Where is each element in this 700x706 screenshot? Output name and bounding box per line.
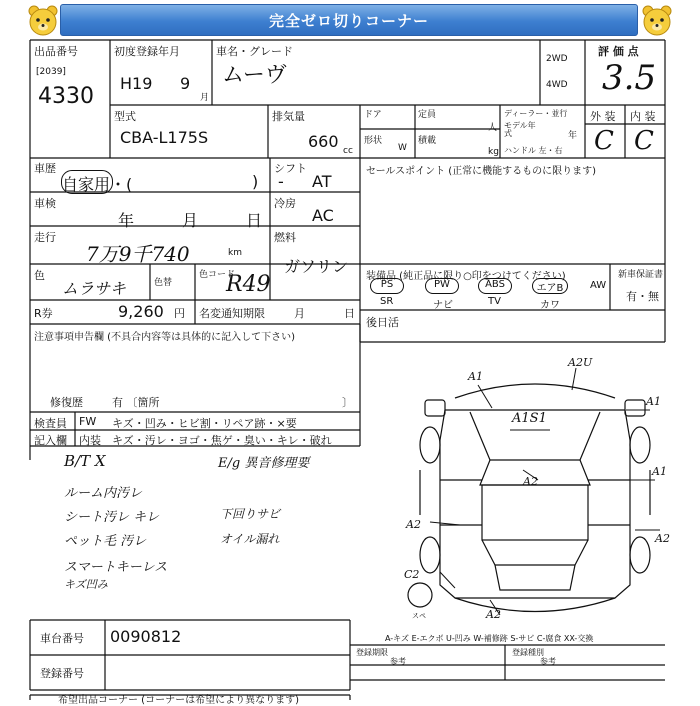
drive-2wd: 2WD <box>546 54 568 64</box>
capacity-unit: 人 <box>488 123 498 133</box>
load-label: 積載 <box>418 136 437 146</box>
damage-mark: A2U <box>568 356 593 369</box>
shape-value: W <box>398 143 407 153</box>
door-label: ドア <box>364 110 382 120</box>
ac-label: 冷房 <box>274 197 296 210</box>
ac-value: AC <box>312 206 334 225</box>
equip-airbag: エアB <box>532 278 568 294</box>
score-value: 3.5 <box>602 58 657 98</box>
fw-label: FW <box>79 415 97 428</box>
inspector-label: 検査員 <box>34 417 67 430</box>
mileage-unit: km <box>228 248 242 258</box>
model-value: CBA-L175S <box>120 128 209 147</box>
chassis-value: 0090812 <box>110 627 182 646</box>
sales-point-label: セールスポイント (正常に機能するものに限ります) <box>366 166 597 177</box>
inspection-row-2: キズ・汚レ・ヨゴ・焦ゲ・臭い・キレ・破れ <box>112 434 332 447</box>
chassis-label: 車台番号 <box>40 632 84 645</box>
damage-legend: A-キズ E-エクボ U-凹み W-補修跡 S-サビ C-腐食 XX-交換 <box>385 634 594 643</box>
drive-4wd: 4WD <box>546 80 568 90</box>
mileage-label: 走行 <box>34 231 56 244</box>
spare-tire-note: スペ <box>412 612 426 620</box>
remark-item: ルーム内汚レ <box>64 486 143 501</box>
recolor-label: 色替 <box>154 278 173 288</box>
color-code-value: R49 <box>226 272 271 297</box>
lot-sub-code: [2039] <box>36 67 66 77</box>
color-label: 色 <box>34 269 45 282</box>
equip-navi: ナビ <box>433 300 453 311</box>
address-month: 月 <box>294 307 305 320</box>
exterior-grade: C <box>594 126 614 156</box>
fuel-label: 燃料 <box>274 231 296 244</box>
interior-grade: C <box>634 126 654 156</box>
car-name-label: 車名・グレード <box>216 45 293 58</box>
after-label: 後日活 <box>366 316 399 329</box>
kg-unit: kg <box>488 147 499 157</box>
displacement-value: 660 <box>308 132 339 151</box>
warranty-label: 新車保証書 <box>618 270 664 280</box>
equip-tv: TV <box>488 296 501 307</box>
model-label: 型式 <box>114 110 136 123</box>
dealer-label: ディーラー・並行 <box>504 109 568 118</box>
record-label: 記入欄 <box>34 434 67 447</box>
registration-type-label: 登録種別 <box>512 648 544 657</box>
first-registration-month: 9 <box>180 74 191 93</box>
notes-label: 注意事項申告欄 (不具合内容等は具体的に記入して下さい) <box>34 332 295 343</box>
capacity-label: 定員 <box>418 110 437 120</box>
damage-mark: A1 <box>652 465 667 478</box>
remark-item: ペット毛 汚レ <box>64 534 147 549</box>
bottom-corner-text: 希望出品コーナー (コーナーは希望により異なります) <box>58 695 299 706</box>
inspection-label: 車検 <box>34 197 56 210</box>
lot-number-value: 4330 <box>38 84 94 109</box>
recycle-label: R券 <box>34 307 53 320</box>
page-title: 完全ゼロ切りコーナー <box>60 4 638 36</box>
recycle-value: 9,260 <box>118 302 164 321</box>
remark-item: キズ凹み <box>64 578 108 591</box>
damage-mark: A2 <box>523 475 538 488</box>
yen-unit: 円 <box>174 307 185 320</box>
damage-mark: A1 <box>646 395 661 408</box>
damage-mark: C2 <box>404 568 420 581</box>
displacement-label: 排気量 <box>272 110 305 123</box>
first-registration-era: H19 <box>120 74 153 93</box>
repair-history-close: 〕 <box>342 396 353 409</box>
fuel-value: ガソリン <box>284 257 349 276</box>
history-value: 自家用・( <box>62 175 133 194</box>
shift-label: シフト <box>274 162 307 175</box>
damage-mark: A2 <box>406 518 421 531</box>
damage-mark: A1S1 <box>512 411 547 426</box>
damage-mark: A1 <box>468 370 483 383</box>
equipment-label: 装備品 (純正品に限り○印をつけてください) <box>366 271 566 282</box>
car-name-value: ムーヴ <box>222 63 287 88</box>
equip-leather: カワ <box>540 300 560 311</box>
equip-aw: AW <box>590 280 607 291</box>
remark-item: スマートキーレス <box>64 560 168 575</box>
history-label: 車歴 <box>34 162 56 175</box>
color-code-label: 色コード <box>199 270 236 280</box>
inspection-month: 月 <box>182 211 199 230</box>
naisou-label: 内装 <box>79 434 101 447</box>
registration-label: 登録番号 <box>40 667 84 680</box>
address-change-label: 名変通知期限 <box>199 307 265 320</box>
remark-item: B/T X <box>64 452 106 470</box>
score-label: 評 価 点 <box>598 45 639 58</box>
exterior-label: 外 装 <box>590 110 616 123</box>
model-year-label: モデル年式 <box>504 121 536 138</box>
car-damage-diagram <box>400 350 670 620</box>
remark-item: 下回りサビ <box>220 507 281 521</box>
handle-label: ハンドル 左・右 <box>504 146 563 155</box>
shape-label: 形状 <box>364 136 383 146</box>
displacement-unit: cc <box>343 146 353 156</box>
remark-item: オイル漏れ <box>220 532 280 546</box>
year-unit: 年 <box>568 131 578 141</box>
interior-label: 内 装 <box>630 110 656 123</box>
mileage-value: 7万9千740 <box>86 242 190 266</box>
warranty-value: 有・無 <box>626 290 659 303</box>
equip-ps: PS <box>370 278 404 294</box>
first-registration-label: 初度登録年月 <box>114 45 180 58</box>
registration-period-label: 登録期限 <box>356 648 388 657</box>
inspection-year: 年 <box>118 211 135 230</box>
remark-item: シート汚レ キレ <box>64 510 160 525</box>
shift-value: AT <box>312 172 332 191</box>
equip-abs: ABS <box>478 278 512 294</box>
damage-mark: A2 <box>486 608 501 620</box>
address-day: 日 <box>344 307 355 320</box>
equip-pw: PW <box>425 278 459 294</box>
damage-mark: A2 <box>655 532 670 545</box>
repair-history-value: 有 〔箇所 <box>112 396 160 409</box>
inspection-day: 日 <box>246 211 263 230</box>
inspection-row-1: キズ・凹み・ヒビ割・リペア跡・×要 <box>112 417 297 430</box>
equip-sr: SR <box>380 296 394 307</box>
history-circle <box>61 170 113 194</box>
month-unit: 月 <box>200 93 210 103</box>
repair-history-label: 修復歴 <box>50 396 83 409</box>
history-close: ) <box>252 172 259 191</box>
reference-label: 参考 <box>390 657 406 666</box>
remark-item: E/g 異音修理要 <box>218 456 310 471</box>
color-value: ムラサキ <box>62 279 127 298</box>
lot-number-label: 出品番号 <box>34 45 78 58</box>
shift-dash: - <box>278 172 284 191</box>
reference-label-2: 参考 <box>540 657 556 666</box>
